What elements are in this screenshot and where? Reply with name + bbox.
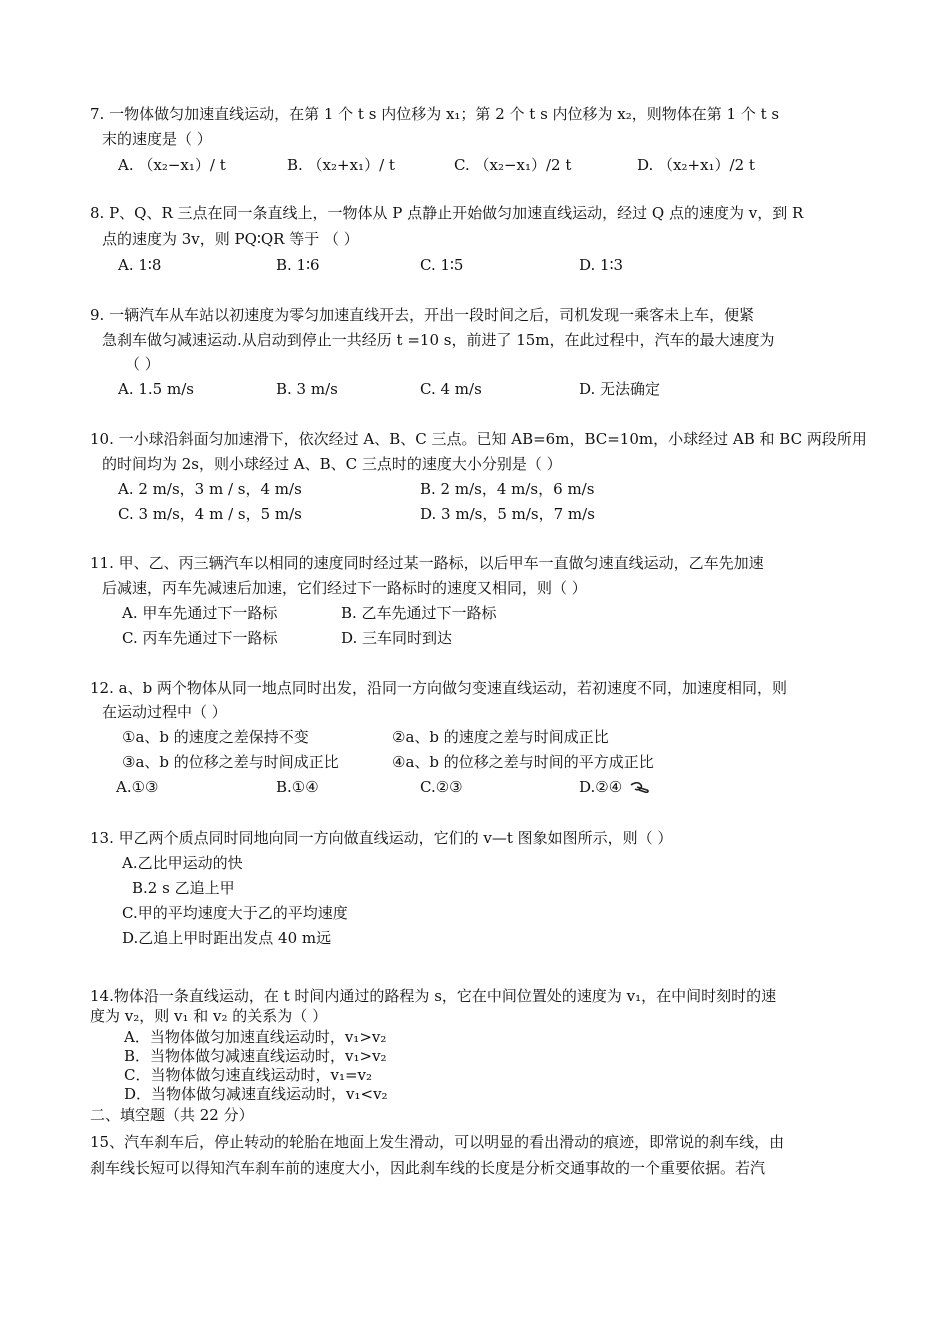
- question-11-option-c: C. 丙车先通过下一路标: [122, 629, 278, 647]
- question-10-line-1: 10. 一小球沿斜面匀加速滑下，依次经过 A、B、C 三点。已知 AB=6m，BC=10m，小球经过 AB 和 BC 两段所用: [90, 430, 867, 448]
- question-9-option-d: D. 无法确定: [579, 380, 661, 398]
- question-12-option-c: C.②③: [420, 778, 463, 796]
- question-15-line-2: 刹车线长短可以得知汽车刹车前的速度大小，因此刹车线的长度是分析交通事故的一个重要依据。若汽: [90, 1159, 766, 1177]
- question-15-line-1: 15、汽车刹车后，停止转动的轮胎在地面上发生滑动，可以明显的看出滑动的痕迹，即常说的刹车线，由: [90, 1133, 785, 1151]
- question-9-option-b: B. 3 m/s: [276, 380, 338, 398]
- question-12-option-b: B.①④: [276, 778, 319, 796]
- question-8-option-c: C. 1∶5: [420, 256, 464, 274]
- question-10-line-2: 的时间均为 2s，则小球经过 A、B、C 三点时的速度大小分别是（ ）: [102, 455, 562, 473]
- question-11-line-2: 后减速，丙车先减速后加速，它们经过下一路标时的速度又相同，则（ ）: [102, 579, 587, 597]
- question-11-option-b: B. 乙车先通过下一路标: [341, 604, 497, 622]
- question-7-option-d: D. （x₂+x₁）/2 t: [637, 156, 755, 174]
- question-12-option-d: D.②④: [579, 778, 623, 796]
- question-14-option-d: D．当物体做匀减速直线运动时，v₁<v₂: [124, 1085, 388, 1103]
- question-9-line-3: （ ）: [125, 355, 160, 373]
- question-11-option-a: A. 甲车先通过下一路标: [122, 604, 278, 622]
- question-12-option-a: A.①③: [116, 778, 159, 796]
- question-14-option-b: B．当物体做匀减速直线运动时，v₁>v₂: [124, 1047, 387, 1065]
- question-9-option-a: A. 1.5 m/s: [118, 380, 194, 398]
- question-8-line-2: 点的速度为 3v，则 PQ∶QR 等于 （ ）: [102, 230, 359, 248]
- question-7-option-a: A. （x₂−x₁）/ t: [118, 156, 226, 174]
- question-10-option-a: A. 2 m/s，3 m / s，4 m/s: [118, 480, 302, 498]
- question-12-statement-3: ③a、b 的位移之差与时间成正比: [122, 753, 339, 771]
- question-10-option-c: C. 3 m/s，4 m / s，5 m/s: [118, 505, 302, 523]
- section-title-fill-in: 二、填空题（共 22 分）: [90, 1106, 254, 1124]
- question-7-option-c: C. （x₂−x₁）/2 t: [454, 156, 572, 174]
- question-8-option-d: D. 1∶3: [579, 256, 624, 274]
- question-14-option-a: A．当物体做匀加速直线运动时，v₁>v₂: [124, 1028, 387, 1046]
- question-7-option-b: B. （x₂+x₁）/ t: [287, 156, 395, 174]
- question-11-option-d: D. 三车同时到达: [341, 629, 453, 647]
- question-8-line-1: 8. P、Q、R 三点在同一条直线上，一物体从 P 点静止开始做匀加速直线运动，经过 Q 点的速度为 v，到 R: [90, 204, 804, 222]
- question-8-option-b: B. 1∶6: [276, 256, 320, 274]
- question-14-line-1: 14.物体沿一条直线运动，在 t 时间内通过的路程为 s，它在中间位置处的速度为 v₁，在中间时刻时的速: [90, 987, 777, 1005]
- question-7-line-1: 7. 一物体做匀加速直线运动，在第 1 个 t s 内位移为 x₁；第 2 个 t s 内位移为 x₂，则物体在第 1 个 t s: [90, 105, 780, 123]
- question-13-option-d: D.乙追上甲时距出发点 40 m远: [122, 929, 332, 947]
- question-13-option-a: A.乙比甲运动的快: [122, 854, 243, 872]
- question-13-option-b: B.2 s 乙追上甲: [132, 879, 235, 897]
- question-9-line-2: 急刹车做匀减速运动.从启动到停止一共经历 t =10 s，前进了 15m，在此过程中，汽车的最大速度为: [102, 331, 775, 349]
- question-13-option-c: C.甲的平均速度大于乙的平均速度: [122, 904, 348, 922]
- question-7-line-2: 末的速度是（ ）: [102, 130, 212, 148]
- question-10-option-d: D. 3 m/s，5 m/s，7 m/s: [420, 505, 595, 523]
- question-11-line-1: 11. 甲、乙、丙三辆汽车以相同的速度同时经过某一路标，以后甲车一直做匀速直线运动，乙车先加速: [90, 554, 764, 572]
- question-12-statement-2: ②a、b 的速度之差与时间成正比: [392, 728, 609, 746]
- question-12-statement-4: ④a、b 的位移之差与时间的平方成正比: [392, 753, 654, 771]
- question-12-line-1: 12. a、b 两个物体从同一地点同时出发，沿同一方向做匀变速直线运动，若初速度不同，加速度相同，则: [90, 679, 787, 697]
- question-12-line-2: 在运动过程中（ ）: [102, 703, 227, 721]
- question-10-option-b: B. 2 m/s，4 m/s，6 m/s: [420, 480, 595, 498]
- question-13-line-1: 13. 甲乙两个质点同时同地向同一方向做直线运动，它们的 v—t 图象如图所示，则（ ）: [90, 829, 673, 847]
- question-8-option-a: A. 1∶8: [118, 256, 162, 274]
- stray-mark-icon: [629, 781, 651, 795]
- question-14-option-c: C．当物体做匀速直线运动时，v₁=v₂: [124, 1066, 373, 1084]
- question-12-statement-1: ①a、b 的速度之差保持不变: [122, 728, 309, 746]
- question-14-line-2: 度为 v₂，则 v₁ 和 v₂ 的关系为（ ）: [90, 1007, 328, 1025]
- question-9-option-c: C. 4 m/s: [420, 380, 482, 398]
- question-9-line-1: 9. 一辆汽车从车站以初速度为零匀加速直线开去，开出一段时间之后，司机发现一乘客未上车，便紧: [90, 306, 755, 324]
